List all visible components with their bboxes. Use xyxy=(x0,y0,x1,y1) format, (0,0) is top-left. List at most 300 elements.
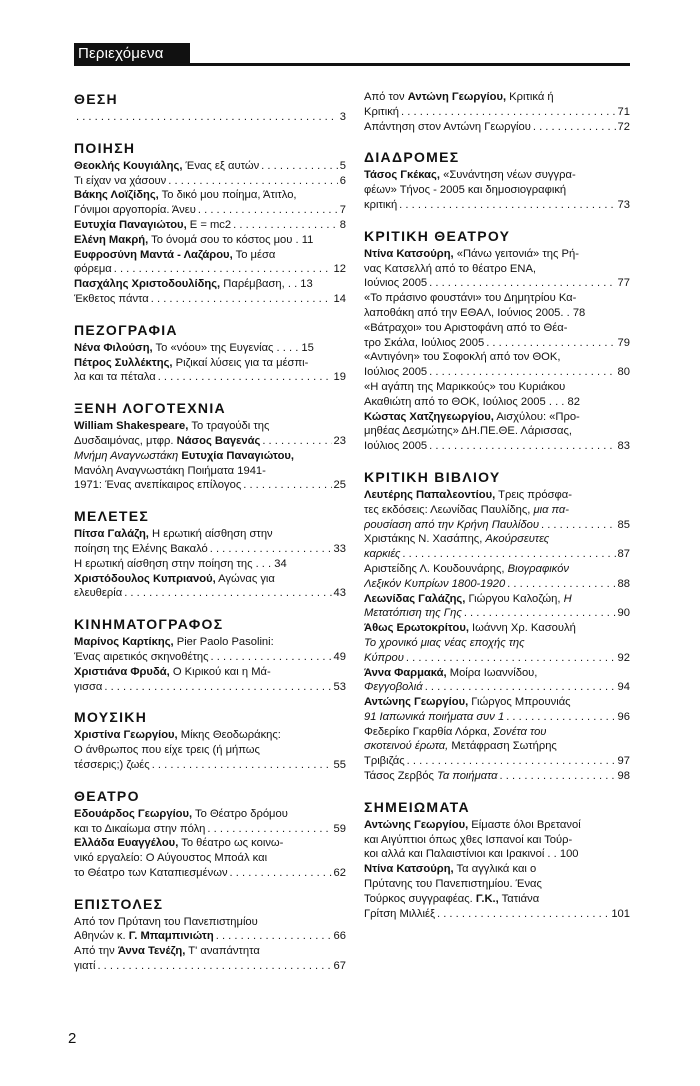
toc-entry xyxy=(74,680,346,695)
entry-text: Αισχύλου: «Προ- xyxy=(493,410,580,423)
toc-entry xyxy=(364,410,630,425)
entry-text: μηθέας Δεσμώτης» ΔΗ.ΠΕ.ΘΕ. Λάρισσας, xyxy=(364,425,572,438)
author-name: Αντώνη Γεωργίου, xyxy=(407,91,507,103)
entry-text: Ιούλιος 2005 xyxy=(364,366,428,379)
toc-entry xyxy=(74,807,346,822)
toc-entry xyxy=(364,621,630,636)
page-ref: 88 xyxy=(617,577,630,590)
entry-text: Τάσος Ζερβός xyxy=(364,770,438,783)
entry-text: «Το πράσινο φουστάνι» του Δημητρίου Κα- xyxy=(364,292,577,305)
work-title: Φεγγοβολιά xyxy=(364,681,423,694)
page-number: 2 xyxy=(68,1030,77,1047)
entry-text: Δυσδαιμόνας, μτφρ. xyxy=(74,434,177,447)
toc-entry xyxy=(364,503,630,518)
toc-entry xyxy=(74,188,346,203)
page-ref: 96 xyxy=(617,710,630,723)
entry-text: και Αιγύπτιοι όπως χθες Ισπανοί και Τούρ- xyxy=(364,833,573,846)
leader-dots xyxy=(97,959,331,974)
toc-entry xyxy=(364,262,630,277)
toc-entry xyxy=(74,586,346,601)
section-title: ΚΙΝΗΜΑΤΟΓΡΑΦΟΣ xyxy=(74,616,224,633)
leader-dots xyxy=(399,198,615,213)
entry-text: Από την xyxy=(74,945,118,958)
page-ref: 98 xyxy=(617,770,630,783)
toc-entry xyxy=(364,439,630,454)
entry-text: Το όνομά σου το κόστος μου . 11 xyxy=(148,233,314,246)
author-name: Ντίνα Κατσούρη, xyxy=(364,247,454,260)
toc-entry xyxy=(74,836,346,851)
toc-entry xyxy=(364,168,630,183)
leader-dots xyxy=(230,866,332,881)
page-ref: 62 xyxy=(333,866,346,879)
entry-text: νικό εργαλείο: Ο Αύγουστος Μποάλ και xyxy=(74,852,268,865)
leader-dots xyxy=(104,680,331,695)
toc-entry xyxy=(364,90,630,105)
author-name: Θεοκλής Κουγιάλης, xyxy=(74,159,183,172)
page-ref: 101 xyxy=(611,907,630,920)
leader-dots xyxy=(198,203,338,218)
page-ref: 49 xyxy=(333,650,346,663)
toc-entry xyxy=(364,877,630,892)
work-title: Σονέτα του xyxy=(493,725,547,738)
entry-text: φέων» Τήνος - 2005 και δημοσιογραφική xyxy=(364,184,567,197)
leader-dots xyxy=(207,822,331,837)
toc-section xyxy=(364,148,630,212)
entry-text: Χριστάκης Ν. Χασάπης, xyxy=(364,533,486,546)
toc-entry xyxy=(74,341,346,356)
toc-section xyxy=(74,787,346,881)
page-ref: 7 xyxy=(339,204,346,217)
toc-entry xyxy=(364,547,630,562)
author-name: Χριστιάνα Φρυδά, xyxy=(74,665,170,678)
toc-entry xyxy=(74,665,346,680)
leader-dots xyxy=(407,754,616,769)
entry-text: Τ' αναπάντητα xyxy=(185,945,260,958)
page-ref: 72 xyxy=(617,120,630,133)
work-title: 91 Ιαπωνικά ποιήματα συν 1 xyxy=(364,710,505,723)
page-ref: 43 xyxy=(333,587,346,600)
page-ref: 3 xyxy=(339,111,346,123)
toc-entry xyxy=(364,183,630,198)
entry-text: Ιωάννη Χρ. Κασουλή xyxy=(468,622,576,635)
leader-dots xyxy=(437,907,609,922)
work-title: Ακούρσευτες xyxy=(485,533,550,546)
toc-entry xyxy=(74,292,346,307)
author-name: Χριστόδουλος Κυπριανού, xyxy=(74,572,216,585)
toc-entry xyxy=(364,562,630,577)
section-title: ΔΙΑΔΡΟΜΕΣ xyxy=(364,149,460,166)
author-name: Γ.Κ., xyxy=(475,892,499,905)
author-name: Ευφροσύνη Μαντά - Λαζάρου, xyxy=(74,248,233,261)
leader-dots xyxy=(464,606,616,621)
leader-dots xyxy=(541,518,616,533)
work-title: Η xyxy=(563,592,572,605)
toc-section xyxy=(364,468,630,784)
page-ref: 12 xyxy=(333,263,346,276)
author-name: Εδουάρδος Γεωργίου, xyxy=(74,807,193,820)
toc-entry xyxy=(74,944,346,959)
entry-text: Ιούνιος 2005 xyxy=(364,277,428,290)
entry-text: Πρύτανης του Πανεπιστημίου. Ένας xyxy=(364,878,542,891)
author-name: Τάσος Γκέκας, xyxy=(364,169,440,182)
leader-dots xyxy=(506,710,615,725)
leader-dots xyxy=(429,439,615,454)
entry-text: κοι αλλά και Παλαιστίνιοι και Ιρακινοί . . 100 xyxy=(364,848,579,861)
page-ref: 73 xyxy=(617,198,630,211)
toc-entry xyxy=(74,262,346,277)
toc-entry xyxy=(364,739,630,754)
left-column xyxy=(74,90,346,988)
entry-text: λαποθάκη από την ΕΘΑΛ, Ιούνιος 2005. . 78 xyxy=(364,306,586,319)
entry-text: «Πάνω γειτονιά» της Ρή- xyxy=(453,247,579,260)
toc-entry xyxy=(364,680,630,695)
toc-entry xyxy=(364,306,630,321)
work-title: Λεξικόν Κυπρίων 1800-1920 xyxy=(364,577,506,590)
entry-text: Το «νόου» της Ευγενίας . . . . 15 xyxy=(152,341,314,354)
toc-entry xyxy=(364,350,630,365)
work-title: Κύπρου xyxy=(364,651,404,664)
leader-dots xyxy=(402,547,615,562)
entry-text: Ο άνθρωπος που είχε τρεις (ή μήπως xyxy=(74,744,260,757)
entry-text: Ακαθιώτη από το ΘΟΚ, Ιούλιος 2005 . . . 82 xyxy=(364,395,580,408)
leader-dots xyxy=(507,577,615,592)
page-ref: 25 xyxy=(333,479,346,492)
page-ref: 66 xyxy=(333,930,346,943)
toc-entry xyxy=(364,365,630,380)
toc-entry xyxy=(74,159,346,174)
author-name: William Shakespeare, xyxy=(74,420,189,433)
entry-text: Μοίρα Ιωαννίδου, xyxy=(446,666,538,679)
author-name: Χριστίνα Γεωργίου, xyxy=(74,729,178,742)
page-ref: 5 xyxy=(339,159,346,172)
toc-entry xyxy=(364,754,630,769)
toc-entry xyxy=(74,557,346,572)
entry-text: Μετάφραση Σωτήρης xyxy=(448,740,557,753)
toc-entry xyxy=(74,542,346,557)
page-ref: 85 xyxy=(617,518,630,531)
author-name: Άννα Τενέζη, xyxy=(117,945,186,958)
toc-entry xyxy=(364,892,630,907)
toc-entry xyxy=(74,758,346,773)
entry-text: Μίκης Θεοδωράκης: xyxy=(177,729,281,742)
toc-entry xyxy=(364,321,630,336)
author-name: Άννα Φαρμακά, xyxy=(364,666,447,679)
toc-entry xyxy=(74,174,346,189)
leader-dots xyxy=(533,120,616,135)
toc-entry xyxy=(364,710,630,725)
toc-entry xyxy=(74,218,346,233)
entry-text: Από τον Πρύτανη του Πανεπιστημίου xyxy=(74,915,258,928)
toc-entry xyxy=(74,277,346,292)
author-name: Πασχάλης Χριστοδουλίδης, xyxy=(74,278,221,291)
entry-text: Αθηνών κ. xyxy=(74,930,129,943)
author-name: Αντώνης Γεωργίου, xyxy=(364,696,469,709)
toc-entry xyxy=(364,833,630,848)
leader-dots xyxy=(76,110,338,125)
entry-text: νας Κατσελλή από το θέατρο ΕΝΑ, xyxy=(364,262,537,275)
author-name: Ελένη Μακρή, xyxy=(74,233,149,246)
toc-entry xyxy=(74,370,346,385)
toc-entry xyxy=(74,851,346,866)
leader-dots xyxy=(233,218,338,233)
author-name: Ευτυχία Παναγιώτου, xyxy=(74,218,187,231)
entry-text: Γιώργος Μπρουνιάς xyxy=(468,696,571,709)
page-title: Περιεχόμενα xyxy=(78,45,164,62)
leader-dots xyxy=(500,769,616,784)
author-name: Γ. Μπαμπινιώτη xyxy=(128,930,214,943)
entry-text: Γιώργου Καλοζώη, xyxy=(465,592,564,605)
entry-text: Τούρκος συγγραφέας. xyxy=(364,892,476,905)
page-ref: 53 xyxy=(333,680,346,693)
toc-entry xyxy=(364,847,630,862)
author-name: Αντώνης Γεωργίου, xyxy=(364,818,469,831)
entry-text: Το τραγούδι της xyxy=(188,420,270,433)
section-title: ΠΕΖΟΓΡΑΦΙΑ xyxy=(74,321,178,338)
page-ref: 19 xyxy=(333,371,346,384)
entry-text: «Η αγάπη της Μαρικκούς» του Κυριάκου xyxy=(364,380,566,393)
leader-dots xyxy=(152,758,332,773)
leader-dots xyxy=(406,651,616,666)
author-name: Νάσος Βαγενάς xyxy=(176,434,261,447)
toc-entry xyxy=(74,915,346,930)
section-title: ΘΕΑΤΡΟ xyxy=(74,787,140,804)
entry-text: Ο Κιρικού και η Μά- xyxy=(169,665,271,678)
page-ref: 59 xyxy=(333,822,346,835)
toc-entry xyxy=(364,291,630,306)
toc-entry xyxy=(364,818,630,833)
work-title: Τα ποιήματα xyxy=(437,770,498,783)
entry-text: 1971: Ένας ανεπίκαιρος επίλογος xyxy=(74,479,242,492)
toc-entry xyxy=(364,577,630,592)
entry-text: φόρεμα xyxy=(74,263,112,276)
toc-entry xyxy=(74,464,346,479)
work-title: Μετατόπιση της Γης xyxy=(364,607,462,620)
entry-text: τέσσερις;) ζωές xyxy=(74,758,150,771)
toc-entry xyxy=(74,650,346,665)
toc-entry xyxy=(364,532,630,547)
entry-text: τρο Σκάλα, Ιούλιος 2005 xyxy=(364,336,485,349)
entry-text: ποίηση της Ελένης Βακαλό xyxy=(74,542,208,555)
work-title: σκοτεινού έρωτα, xyxy=(364,740,449,753)
section-title: ΕΠΙΣΤΟΛΕΣ xyxy=(74,895,164,912)
toc-entry xyxy=(364,862,630,877)
entry-text: τες εκδόσεις: Λεωνίδας Παυλίδης, xyxy=(364,503,534,516)
author-name: Ευτυχία Παναγιώτου, xyxy=(178,449,295,462)
entry-text: Ένας αιρετικός σκηνοθέτης xyxy=(74,650,209,663)
entry-text: Κριτικά ή xyxy=(506,91,554,103)
toc-entry xyxy=(364,636,630,651)
entry-text: Έκθετος πάντα xyxy=(74,292,149,305)
work-title: ρουσίαση από την Κρήνη Παυλίδου xyxy=(364,518,539,531)
entry-text: Τρεις πρόσφα- xyxy=(495,488,572,501)
toc-entry xyxy=(74,356,346,371)
leader-dots xyxy=(211,650,332,665)
author-name: Κώστας Χατζηγεωργίου, xyxy=(364,410,494,423)
toc-entry xyxy=(74,866,346,881)
page-ref: 71 xyxy=(617,105,630,118)
section-title: ΚΡΙΤΙΚΗ ΘΕΑΤΡΟΥ xyxy=(364,227,511,244)
toc-entry xyxy=(364,395,630,410)
page-ref: 33 xyxy=(333,542,346,555)
leader-dots xyxy=(261,159,338,174)
page-ref: 97 xyxy=(617,755,630,768)
entry-text: Pier Paolo Pasolini: xyxy=(173,636,274,649)
toc-section xyxy=(74,615,346,694)
toc-entry xyxy=(364,198,630,213)
toc-entry xyxy=(74,929,346,944)
entry-text: «Βάτραχοι» του Αριστοφάνη από το Θέα- xyxy=(364,321,568,334)
toc-section xyxy=(364,90,630,134)
author-name: Πέτρος Συλλέκτης, xyxy=(74,356,173,369)
author-name: Λευτέρης Παπαλεοντίου, xyxy=(364,488,496,501)
entry-text: Τριβιζάς xyxy=(364,755,405,768)
toc-entry xyxy=(74,248,346,263)
toc-entry xyxy=(364,695,630,710)
leader-dots xyxy=(401,105,616,120)
toc-entry xyxy=(74,743,346,758)
section-title: ΜΟΥΣΙΚΗ xyxy=(74,709,148,726)
leader-dots xyxy=(158,370,332,385)
toc-entry xyxy=(74,203,346,218)
toc-entry xyxy=(364,592,630,607)
toc-section xyxy=(74,90,346,125)
page-ref: 94 xyxy=(617,681,630,694)
toc-section xyxy=(74,399,346,493)
page-ref: 92 xyxy=(617,651,630,664)
author-name: Μαρίνος Καρτίκης, xyxy=(74,636,174,649)
toc-entry xyxy=(364,907,630,922)
entry-text: Τατιάνα xyxy=(498,892,540,905)
author-name: Βάκης Λοϊζίδης, xyxy=(74,189,159,202)
leader-dots xyxy=(425,680,616,695)
toc-entry xyxy=(364,424,630,439)
entry-text: κριτική xyxy=(364,198,398,211)
toc-section xyxy=(74,139,346,307)
entry-text: το Θέατρο των Καταπιεσμένων xyxy=(74,866,228,879)
page-ref: 55 xyxy=(333,758,346,771)
toc-entry xyxy=(74,527,346,542)
leader-dots xyxy=(168,174,337,189)
page-ref: 14 xyxy=(333,292,346,305)
toc-section xyxy=(364,227,630,454)
toc-entry xyxy=(74,822,346,837)
toc-entry xyxy=(364,725,630,740)
toc-entry xyxy=(74,419,346,434)
entry-text: Απάντηση στον Αντώνη Γεωργίου xyxy=(364,120,531,133)
section-title: ΣΗΜΕΙΩΜΑΤΑ xyxy=(364,798,470,815)
entry-text: Από τον xyxy=(364,91,408,103)
toc-entry xyxy=(364,105,630,120)
entry-text: Τι είχαν να χάσουν xyxy=(74,174,167,187)
toc-entry xyxy=(364,120,630,135)
toc-entry xyxy=(364,276,630,291)
author-name: Ντίνα Κατσούρη, xyxy=(364,863,454,876)
leader-dots xyxy=(114,262,332,277)
entry-text: Παρέμβαση, . . 13 xyxy=(220,278,313,291)
right-column xyxy=(364,90,630,935)
toc-entry xyxy=(74,478,346,493)
section-title: ΚΡΙΤΙΚΗ ΒΙΒΛΙΟΥ xyxy=(364,468,501,485)
entry-text: Ριζικαί λύσεις για τα μέσπι- xyxy=(172,356,309,369)
author-name: Άθως Ερωτοκρίτου, xyxy=(364,622,469,635)
section-title: ΞΕΝΗ ΛΟΓΟΤΕΧΝΙΑ xyxy=(74,400,226,417)
toc-entry xyxy=(364,769,630,784)
toc-entry xyxy=(364,380,630,395)
section-title: ΘΕΣΗ xyxy=(74,91,118,107)
page-ref: 90 xyxy=(617,607,630,620)
toc-entry xyxy=(74,449,346,464)
toc-entry xyxy=(74,233,346,248)
entry-text: Αριστείδης Λ. Κουδουνάρης, xyxy=(364,562,508,575)
entry-text: Το θέατρο ως κοινω- xyxy=(178,837,284,850)
page-ref: 8 xyxy=(339,218,346,231)
toc-entry xyxy=(74,434,346,449)
entry-text: Φεδερίκο Γκαρθία Λόρκα, xyxy=(364,725,494,738)
entry-text: γιατί xyxy=(74,960,96,973)
page-ref: 6 xyxy=(339,174,346,187)
leader-dots xyxy=(243,478,331,493)
page-ref: 83 xyxy=(617,440,630,453)
toc-entry xyxy=(74,728,346,743)
toc-entry xyxy=(364,651,630,666)
header-rule xyxy=(74,63,630,66)
page-ref: 23 xyxy=(333,434,346,447)
toc-entry xyxy=(74,572,346,587)
author-name: Πίτσα Γαλάζη, xyxy=(74,528,149,541)
page-ref: 87 xyxy=(617,548,630,561)
toc-entry xyxy=(74,959,346,974)
toc-entry xyxy=(364,247,630,262)
entry-text: Είμαστε όλοι Βρετανοί xyxy=(468,818,581,831)
page-ref: 79 xyxy=(617,336,630,349)
entry-text: Αγώνας για xyxy=(215,572,275,585)
toc-entry xyxy=(364,666,630,681)
entry-text: Τα αγγλικά και ο xyxy=(453,863,537,876)
entry-text: Γόνιμοι αργοπορία. Άνευ xyxy=(74,204,196,217)
entry-text: Το δικό μου ποίημα, Άτιτλο, xyxy=(158,189,297,202)
entry-text: E = mc2 xyxy=(186,218,232,231)
toc-entry xyxy=(364,336,630,351)
entry-text: Το μέσα xyxy=(232,248,276,261)
toc-entry xyxy=(74,110,346,125)
entry-text: Κριτική xyxy=(364,105,400,118)
entry-text: Η ερωτική αίσθηση στην xyxy=(148,528,273,541)
section-title: ΜΕΛΕΤΕΣ xyxy=(74,508,150,525)
author-name: Νένα Φιλούση, xyxy=(74,341,153,354)
entry-text: Γρίτση Μιλλιέξ xyxy=(364,907,435,920)
toc-entry xyxy=(364,488,630,503)
entry-text: Το Θέατρο δρόμου xyxy=(192,807,288,820)
toc-section xyxy=(364,798,630,922)
entry-text: Ιούλιος 2005 xyxy=(364,440,428,453)
entry-text: ελευθερία xyxy=(74,587,123,600)
toc-section xyxy=(74,708,346,772)
leader-dots xyxy=(151,292,332,307)
entry-text: Μανόλη Αναγνωστάκη Ποιήματα 1941- xyxy=(74,464,266,477)
entry-text: γισσα xyxy=(74,680,103,693)
work-title: Μνήμη Αναγνωστάκη xyxy=(74,449,179,462)
section-title: ΠΟΙΗΣΗ xyxy=(74,139,136,156)
leader-dots xyxy=(210,542,332,557)
page-ref: 77 xyxy=(617,277,630,290)
entry-text: «Αντιγόνη» του Σοφοκλή από τον ΘΟΚ, xyxy=(364,351,561,364)
work-title: καρκιές xyxy=(364,548,401,561)
leader-dots xyxy=(429,276,615,291)
work-title: Βιογραφικόν xyxy=(507,562,570,575)
leader-dots xyxy=(216,929,332,944)
toc-entry xyxy=(364,518,630,533)
work-title: μια πα- xyxy=(533,503,569,516)
